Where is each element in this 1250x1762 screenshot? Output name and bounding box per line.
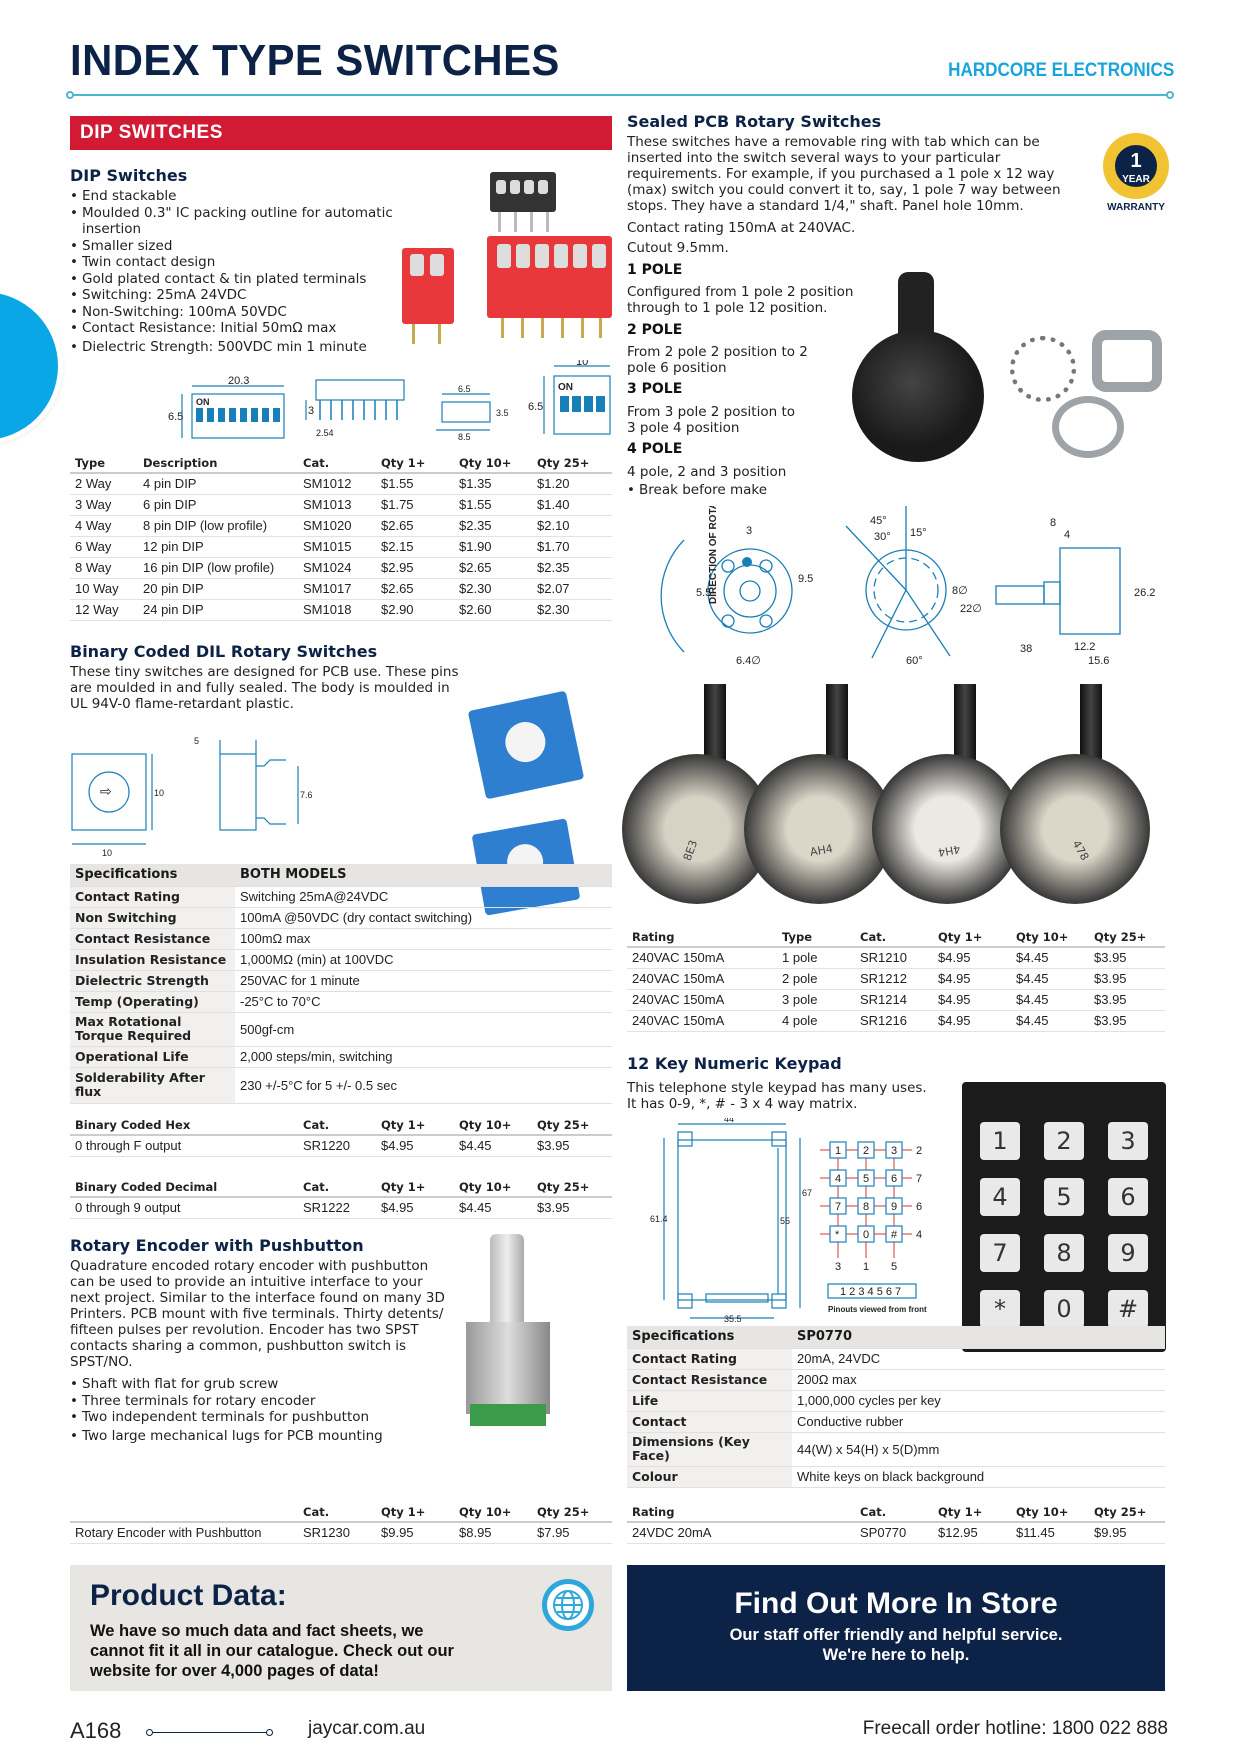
bullet: • Gold plated contact & tin plated terminals	[70, 271, 400, 288]
key-7: 7	[980, 1234, 1020, 1272]
col-description: Description	[138, 454, 298, 473]
encoder-shaft-photo	[490, 1234, 524, 1324]
bullet: • End stackable	[70, 188, 400, 205]
dip-price-table	[70, 454, 612, 621]
bullet: • Dielectric Strength: 500VDC min 1 minute	[70, 339, 400, 356]
svg-text:1: 1	[835, 1145, 842, 1157]
dim-38: 38	[1020, 643, 1033, 655]
arrow-glyph: ⇨	[100, 783, 112, 799]
dim-22-dia: 22∅	[960, 603, 982, 615]
rotary-switches-row-photo	[620, 684, 1170, 930]
sealed-contact-rating: Contact rating 150mA at 240VAC.	[627, 220, 856, 236]
dim-4: 4	[1064, 529, 1071, 541]
section-tab-circle	[0, 292, 58, 440]
hex-nut-photo	[1092, 330, 1162, 392]
star-washer-photo	[1010, 336, 1076, 402]
svg-text:1: 1	[863, 1261, 870, 1273]
encoder-price-table: Cat. Qty 1+ Qty 10+ Qty 25+ Rotary Encoder with Pushbutton SR1230 $9.95 $8.95 $7.95	[70, 1503, 612, 1544]
sealed-description: These switches have a removable ring with tab which can be inserted into the switch several ways to your particular requirements. For example, if you purchased a 1 pole x 12 way (max) switch you could convert it to, say, 1 pole 7 way between stops. They have a standard 1/4," shaft. Panel hole 10mm.	[627, 134, 1061, 214]
dim-side-6-5: 6.5	[458, 384, 471, 394]
sealed-title: Sealed PCB Rotary Switches	[627, 112, 882, 131]
bullet: • Twin contact design	[70, 254, 400, 271]
pole-4-text: 4 pole, 2 and 3 position	[627, 464, 787, 480]
dim-10: 10	[576, 360, 589, 368]
col-cat: Cat.	[298, 454, 376, 473]
dim-6-4: 6.4∅	[736, 655, 761, 667]
direction-of-rotation-label: DIRECTION OF ROTATION	[708, 506, 719, 604]
svg-text:4: 4	[835, 1173, 842, 1185]
svg-text:2: 2	[863, 1145, 870, 1157]
svg-text:7: 7	[916, 1173, 923, 1185]
dim-12-2: 12.2	[1074, 641, 1096, 653]
footer-rule-dot	[146, 1729, 153, 1736]
spec-header-label: Specifications	[627, 1326, 792, 1348]
warranty-badge	[1104, 136, 1168, 213]
key-0: 0	[1044, 1290, 1084, 1328]
key-6: 6	[1108, 1178, 1148, 1216]
encoder-description: Quadrature encoded rotary encoder with pushbutton can be used to provide an intuitive interface to your next project. Similar to the interface found on many 3D Printers. PCB mount with five terminals. Thirty detents/ fifteen pulses per revolution. Encoder has two SPST contacts sharing a common, pushbutton switch is SPST/NO.	[70, 1258, 445, 1370]
dim-20-3: 20.3	[228, 375, 250, 387]
hotline-text: Freecall order hotline: 1800 022 888	[862, 1718, 1168, 1739]
website-link[interactable]: jaycar.com.au	[308, 1718, 426, 1739]
globe-icon[interactable]	[542, 1579, 594, 1631]
dip-title: DIP Switches	[70, 166, 188, 185]
bullet: • Contact Resistance: Initial 50mΩ max	[70, 320, 400, 337]
key-5: 5	[1044, 1178, 1084, 1216]
binary-hex-table: Binary Coded Hex Cat. Qty 1+ Qty 10+ Qty 25+ 0 through F output SR1220 $4.95 $4.45 $3.95	[70, 1116, 612, 1157]
dim-8: 8	[1050, 517, 1057, 529]
dim-5: 5	[194, 736, 200, 746]
sealed-cutout: Cutout 9.5mm.	[627, 240, 729, 256]
pole-3-text: From 3 pole 2 position to 3 pole 4 position	[627, 404, 795, 436]
encoder-body-photo	[466, 1322, 550, 1414]
bullet: • Break before make	[627, 482, 767, 499]
bullet: • Smaller sized	[70, 238, 400, 255]
binary-hex-switch-photo	[468, 691, 585, 800]
dim-35-5: 35.5	[724, 1314, 742, 1324]
dim-10-w: 10	[102, 848, 113, 858]
table-row: 12 Way 24 pin DIP SM1018 $2.90 $2.60 $2.30	[70, 599, 612, 620]
pole-1-text: Configured from 1 pole 2 position through to 1 pole 12 position.	[627, 284, 854, 316]
footer-rule-dot	[266, 1729, 273, 1736]
rule-dot-left	[66, 91, 74, 99]
pole-1-heading: 1 POLE	[627, 262, 683, 278]
section-band-dip: DIP SWITCHES	[70, 116, 612, 150]
dim-67: 67	[802, 1188, 813, 1198]
svg-text:3: 3	[891, 1145, 898, 1157]
sealed-dimension-diagrams	[660, 506, 1180, 680]
svg-text:5: 5	[863, 1173, 870, 1185]
encoder-base-photo	[470, 1404, 546, 1426]
table-row: 3 Way 6 pin DIP SM1013 $1.75 $1.55 $1.40	[70, 494, 612, 515]
bullet: • Three terminals for rotary encoder	[70, 1393, 450, 1410]
angle-30: 30°	[874, 531, 891, 543]
page-title: INDEX TYPE SWITCHES	[70, 36, 560, 85]
bullet: • Moulded 0.3" IC packing outline for automatic insertion	[70, 205, 400, 238]
keypad-dimension-diagram	[650, 1118, 950, 1332]
warranty-label: WARRANTY	[1107, 202, 1165, 213]
on-label-4way: ON	[558, 382, 573, 393]
footer-rule	[150, 1732, 270, 1733]
dim-3-5: 3.5	[496, 408, 509, 418]
dim-2-54: 2.54	[316, 428, 334, 438]
table-row: 240VAC 150mA 3 pole SR1214 $4.95 $4.45 $3.95	[627, 989, 1165, 1010]
svg-text:6: 6	[891, 1173, 898, 1185]
col-qty1: Qty 1+	[376, 454, 454, 473]
table-row: 6 Way 12 pin DIP SM1015 $2.15 $1.90 $1.70	[70, 536, 612, 557]
table-row: 24VDC 20mA SP0770 $12.95 $11.45 $9.95	[627, 1522, 1165, 1543]
keypad-title: 12 Key Numeric Keypad	[627, 1054, 842, 1073]
svg-text:8: 8	[863, 1201, 870, 1213]
keypad-spec-table: Specifications SP0770 Contact Rating 20mA, 24VDC Contact Resistance 200Ω max Life 1,000,000 cycles per key Contact Conductive rubber Dimensions (Key Face) 44(W) x 54(H) x 5(D)mm Colour White keys on black background	[627, 1326, 1165, 1488]
pole-3-heading: 3 POLE	[627, 381, 683, 397]
dip-bullets	[70, 188, 400, 355]
binary-dimension-diagram	[70, 732, 330, 866]
photo-label: 478	[1069, 838, 1092, 863]
svg-text:4: 4	[916, 1229, 923, 1241]
keypad-description: This telephone style keypad has many uses. It has 0-9, *, # - 3 x 4 way matrix.	[627, 1080, 927, 1112]
pinout-caption: Pinouts viewed from front	[828, 1305, 927, 1314]
col-qty10: Qty 10+	[454, 454, 532, 473]
page-number: A168	[70, 1718, 122, 1743]
table-row: 0 through F output SR1220 $4.95 $4.45 $3.95	[70, 1135, 612, 1156]
svg-text:#: #	[891, 1229, 898, 1241]
find-out-more-panel	[627, 1565, 1165, 1691]
svg-text:*: *	[835, 1229, 840, 1241]
store-line-1: Our staff offer friendly and helpful service.	[729, 1626, 1063, 1644]
binary-description: These tiny switches are designed for PCB use. These pins are moulded in and fully sealed. The body is moulded in UL 94V-0 flame-retardant plastic.	[70, 664, 459, 712]
binary-title: Binary Coded DIL Rotary Switches	[70, 642, 378, 661]
photo-label: 8E3	[680, 838, 701, 863]
col-type: Type	[70, 454, 138, 473]
spring-washer-photo	[1052, 396, 1124, 458]
bullet: • Two large mechanical lugs for PCB mounting	[70, 1428, 450, 1445]
dim-4way-6-5: 6.5	[528, 401, 544, 413]
table-row: 4 Way 8 pin DIP (low profile) SM1020 $2.65 $2.35 $2.10	[70, 515, 612, 536]
rotary-switch-photo	[852, 330, 984, 462]
pin-strip-label: 1 2 3 4 5 6 7	[840, 1286, 902, 1298]
svg-text:3: 3	[835, 1261, 842, 1273]
pole-4-heading: 4 POLE	[627, 441, 683, 457]
angle-60: 60°	[906, 655, 923, 667]
key-8: 8	[1044, 1234, 1084, 1272]
bullet: • Shaft with flat for grub screw	[70, 1376, 450, 1393]
spec-header-value: SP0770	[792, 1326, 1165, 1348]
angle-45: 45°	[870, 515, 887, 527]
table-row: Rotary Encoder with Pushbutton SR1230 $9.95 $8.95 $7.95	[70, 1522, 612, 1543]
dim-7-6: 7.6	[300, 790, 313, 800]
dim-9-5: 9.5	[798, 573, 814, 585]
svg-text:5: 5	[891, 1261, 898, 1273]
binary-decimal-table: Binary Coded Decimal Cat. Qty 1+ Qty 10+ Qty 25+ 0 through 9 output SR1222 $4.95 $4.45 $3.95	[70, 1178, 612, 1219]
key-3: 3	[1108, 1122, 1148, 1160]
table-row: 10 Way 20 pin DIP SM1017 $2.65 $2.30 $2.07	[70, 578, 612, 599]
table-row: 240VAC 150mA 4 pole SR1216 $4.95 $4.45 $3.95	[627, 1010, 1165, 1031]
spec-header-value: BOTH MODELS	[235, 864, 612, 886]
photo-label: 4H4	[937, 842, 962, 859]
photo-label: AH4	[809, 842, 834, 859]
table-row: 2 Way 4 pin DIP SM1012 $1.55 $1.35 $1.20	[70, 473, 612, 494]
dim-55: 55	[780, 1216, 791, 1226]
dip-switch-4way-black-photo	[490, 172, 556, 212]
dim-15-6: 15.6	[1088, 655, 1110, 667]
table-row: 0 through 9 output SR1222 $4.95 $4.45 $3.95	[70, 1197, 612, 1218]
on-label: ON	[196, 397, 210, 407]
dim-5-5: 5.5	[696, 587, 712, 599]
bullet: • Two independent terminals for pushbutton	[70, 1409, 450, 1426]
encoder-title: Rotary Encoder with Pushbutton	[70, 1236, 364, 1255]
store-title: Find Out More In Store	[734, 1587, 1058, 1620]
table-row: 240VAC 150mA 1 pole SR1210 $4.95 $4.45 $3.95	[627, 947, 1165, 968]
keypad-price-table: Rating Cat. Qty 1+ Qty 10+ Qty 25+ 24VDC 20mA SP0770 $12.95 $11.45 $9.95	[627, 1503, 1165, 1544]
dim-10-h: 10	[154, 788, 165, 798]
product-data-panel	[70, 1565, 612, 1691]
brand-label: HARDCORE ELECTRONICS	[947, 60, 1174, 81]
dim-3: 3	[746, 525, 753, 537]
key-2: 2	[1044, 1122, 1084, 1160]
key-4: 4	[980, 1178, 1020, 1216]
product-data-body: We have so much data and fact sheets, we cannot fit it all in our catalogue. Check out our website for over 4,000 pages of data!	[90, 1622, 454, 1680]
bullet: • Switching: 25mA 24VDC	[70, 287, 400, 304]
svg-text:7: 7	[835, 1201, 842, 1213]
dip-switch-2way-red-photo	[402, 248, 454, 324]
sealed-price-table: Rating Type Cat. Qty 1+ Qty 10+ Qty 25+ 240VAC 150mA 1 pole SR1210 $4.95 $4.45 $3.95 240VAC 150mA 2 pole SR1212 $4.95 $4.45 $3.95 240VAC 150mA 3 pole SR1214 $4.95 $4.45 $3.95 240VAC 150mA 4 pole SR1216 $4.95 $4.45 $3.95	[627, 928, 1165, 1032]
col-qty25: Qty 25+	[532, 454, 612, 473]
store-line-2: We're here to help.	[822, 1646, 970, 1664]
svg-text:2: 2	[916, 1145, 923, 1157]
rule-dot-right	[1166, 91, 1174, 99]
dim-6-5: 6.5	[168, 411, 184, 423]
pole-2-text: From 2 pole 2 position to 2 pole 6 position	[627, 344, 808, 376]
table-row: 240VAC 150mA 2 pole SR1212 $4.95 $4.45 $3.95	[627, 968, 1165, 989]
angle-15: 15°	[910, 527, 927, 539]
spec-header-label: Specifications	[70, 864, 235, 886]
product-data-title: Product Data:	[90, 1579, 287, 1612]
dim-3: 3	[308, 405, 315, 417]
keypad-photo	[962, 1082, 1166, 1352]
dim-44: 44	[724, 1118, 735, 1124]
warranty-seal-icon: 1 YEAR	[1106, 136, 1166, 196]
binary-spec-table: Specifications BOTH MODELS Contact Rating Switching 25mA@24VDC Non Switching 100mA @50VDC (dry contact switching) Contact Resistance 100mΩ max Insulation Resistance 1,000MΩ (min) at 100VDC Dielectric Strength 250VAC for 1 minute Temp (Operating) -25°C to 70°C Max Rotational Torque Required 500gf-cm Operational Life 2,000 steps/min, switching Solderability After flux 230 +/-5°C for 5 +/- 0.5 sec	[70, 864, 612, 1104]
bullet: • Non-Switching: 100mA 50VDC	[70, 304, 400, 321]
svg-text:0: 0	[863, 1229, 870, 1241]
key-1: 1	[980, 1122, 1020, 1160]
svg-text:9: 9	[891, 1201, 898, 1213]
key-star: *	[980, 1290, 1020, 1328]
dip-switch-6way-red-photo	[487, 236, 612, 318]
key-hash: #	[1108, 1290, 1148, 1328]
dim-8-dia: 8∅	[952, 585, 968, 597]
dim-8-5: 8.5	[458, 432, 471, 442]
header-rule	[70, 94, 1170, 96]
svg-text:6: 6	[916, 1201, 923, 1213]
pole-2-heading: 2 POLE	[627, 322, 683, 338]
encoder-bullets	[70, 1376, 450, 1444]
dip-dimension-diagrams	[166, 360, 616, 454]
key-9: 9	[1108, 1234, 1148, 1272]
sealed-bullets	[627, 482, 767, 499]
dim-61-4: 61.4	[650, 1214, 668, 1224]
dim-26-2: 26.2	[1134, 587, 1156, 599]
table-row: 8 Way 16 pin DIP (low profile) SM1024 $2.95 $2.65 $2.35	[70, 557, 612, 578]
